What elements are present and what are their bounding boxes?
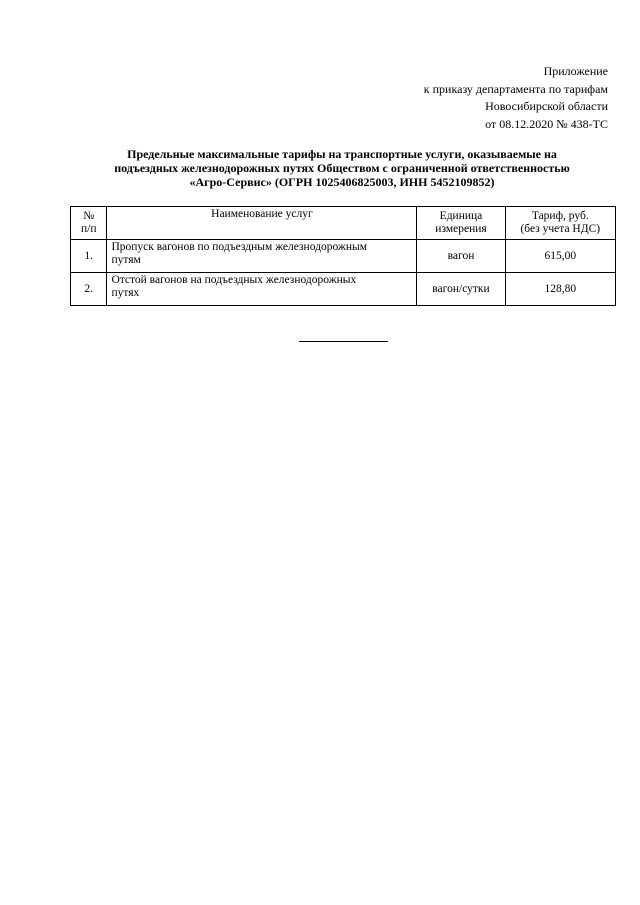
- row-unit: вагон: [417, 240, 505, 273]
- header-unit-line: измерения: [435, 223, 487, 235]
- row-tariff: 128,80: [505, 273, 615, 306]
- header-tariff: [505, 207, 615, 240]
- header-num-abbr: п/п: [80, 223, 97, 235]
- closing-rule-line: [299, 341, 388, 342]
- table-row: [71, 240, 616, 273]
- appendix-block: [424, 63, 608, 133]
- service-name-line: путях: [111, 287, 140, 299]
- service-name-line: Отстой вагонов на подъездных железнодорожных: [111, 274, 357, 286]
- header-unit: [417, 207, 505, 240]
- header-tariff-line: (без учета НДС): [520, 223, 601, 235]
- header-tariff-line: Тариф, руб.: [531, 210, 589, 222]
- header-service-name: Наименование услуг: [107, 207, 417, 240]
- row-num: 2.: [71, 273, 107, 306]
- document-title: [60, 147, 624, 189]
- header-num: [71, 207, 107, 240]
- appendix-region: Новосибирской области: [485, 99, 608, 113]
- header-num-symbol: №: [83, 210, 95, 222]
- service-name-line: путям: [111, 254, 141, 266]
- tariff-table: [70, 206, 616, 306]
- row-service-name: [107, 240, 417, 273]
- title-line: «Агро-Сервис» (ОГРН 1025406825003, ИНН 5452109852): [189, 175, 495, 189]
- row-service-name: [107, 273, 417, 306]
- appendix-order-ref: к приказу департамента по тарифам: [423, 81, 608, 96]
- appendix-label: Приложение: [543, 64, 608, 78]
- title-line: подъездных железнодорожных путях Обществом с ограниченной ответственностью: [114, 161, 570, 175]
- row-num: 1.: [71, 240, 107, 273]
- service-name-line: Пропуск вагонов по подъездным железнодорожным: [111, 241, 368, 253]
- title-line: Предельные максимальные тарифы на транспортные услуги, оказываемые на: [127, 147, 557, 161]
- appendix-order-date: от 08.12.2020 № 438-ТС: [485, 116, 608, 131]
- header-unit-line: Единица: [439, 210, 483, 222]
- row-tariff: 615,00: [505, 240, 615, 273]
- table-header-row: [71, 207, 616, 240]
- table-row: [71, 273, 616, 306]
- row-unit: вагон/сутки: [417, 273, 505, 306]
